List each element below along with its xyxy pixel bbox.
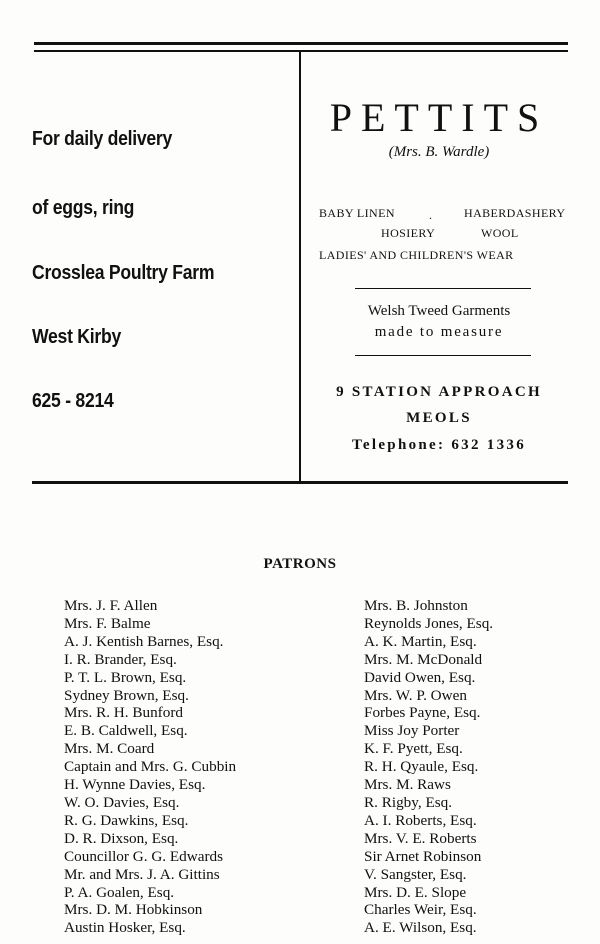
goods-wool: WOOL — [481, 226, 519, 240]
goods-separator-dot: . — [429, 208, 433, 222]
goods-haberdashery: HABERDASHERY — [464, 206, 566, 220]
goods-hosiery: HOSIERY — [381, 226, 436, 240]
patron-name: V. Sangster, Esq. — [364, 865, 467, 883]
patrons-right-column — [364, 597, 493, 937]
patron-name: Charles Weir, Esq. — [364, 901, 477, 919]
patrons-left-column — [64, 597, 236, 937]
patron-name: P. A. Goalen, Esq. — [64, 883, 175, 901]
patron-name: Mrs. F. Balme — [64, 614, 151, 632]
patron-name: I. R. Brander, Esq. — [64, 650, 177, 668]
top-rule-thin — [34, 50, 568, 52]
patron-name: Miss Joy Porter — [364, 722, 460, 740]
patron-name: E. B. Caldwell, Esq. — [64, 722, 188, 740]
advert-line-farm-name: Crosslea Poultry Farm — [32, 262, 215, 284]
goods-baby-linen: BABY LINEN — [319, 206, 395, 220]
patron-name: R. Rigby, Esq. — [364, 793, 453, 811]
patron-name: David Owen, Esq. — [364, 668, 476, 686]
advert-divider — [299, 51, 301, 481]
advert-line-location: West Kirby — [32, 326, 121, 348]
patron-name: Forbes Payne, Esq. — [364, 704, 481, 722]
patron-name: K. F. Pyett, Esq. — [364, 740, 463, 758]
patron-name: A. J. Kentish Barnes, Esq. — [64, 632, 224, 650]
patron-name: Reynolds Jones, Esq. — [364, 614, 494, 632]
patron-name: D. R. Dixson, Esq. — [64, 829, 179, 847]
address-line-2: MEOLS — [406, 410, 472, 426]
patron-name: Sir Arnet Robinson — [364, 847, 482, 865]
patron-name: P. T. L. Brown, Esq. — [64, 668, 187, 686]
advert-line-delivery: For daily delivery — [32, 128, 173, 150]
advert-bottom-rule — [32, 481, 568, 484]
goods-ladies-childrens: LADIES' AND CHILDREN'S WEAR — [319, 248, 514, 262]
patron-name: Mrs. W. P. Owen — [364, 686, 467, 704]
top-rule-thick — [34, 42, 568, 45]
tweed-line-1: Welsh Tweed Garments — [367, 303, 511, 319]
patron-name: Mrs. D. E. Slope — [364, 883, 467, 901]
patron-name: A. K. Martin, Esq. — [364, 632, 477, 650]
tweed-top-rule — [355, 288, 531, 289]
brand-name: PETTITS — [329, 95, 549, 140]
patron-name: R. H. Qyaule, Esq. — [364, 758, 479, 776]
tweed-line-2: made to measure — [374, 324, 504, 340]
patron-name: Mrs. M. Raws — [364, 776, 451, 794]
telephone-line: Telephone: 632 1336 — [352, 437, 526, 453]
patron-name: Mrs. V. E. Roberts — [364, 829, 477, 847]
patron-name: A. E. Wilson, Esq. — [364, 919, 477, 937]
proprietor-name: (Mrs. B. Wardle) — [388, 144, 490, 160]
advert-line-eggs: of eggs, ring — [32, 197, 135, 219]
patrons-heading: PATRONS — [263, 556, 337, 572]
patron-name: H. Wynne Davies, Esq. — [64, 776, 206, 794]
patron-name: Mrs. B. Johnston — [364, 597, 468, 614]
patron-name: Austin Hosker, Esq. — [64, 919, 186, 937]
advert-line-phone: 625 - 8214 — [32, 390, 114, 412]
patron-name: A. I. Roberts, Esq. — [364, 811, 477, 829]
patron-name: Mrs. D. M. Hobkinson — [64, 901, 203, 919]
patron-name: Councillor G. G. Edwards — [64, 847, 224, 865]
goods-list — [319, 206, 569, 266]
patron-name: Mrs. R. H. Bunford — [64, 704, 183, 722]
patron-name: Mrs. J. F. Allen — [64, 597, 158, 614]
patron-name: Mrs. M. McDonald — [364, 650, 483, 668]
patron-name: Mr. and Mrs. J. A. Gittins — [64, 865, 220, 883]
patron-name: W. O. Davies, Esq. — [64, 793, 180, 811]
tweed-bottom-rule — [355, 355, 531, 356]
patron-name: Sydney Brown, Esq. — [64, 686, 189, 704]
address-line-1: 9 STATION APPROACH — [336, 384, 542, 400]
patron-name: Mrs. M. Coard — [64, 740, 155, 758]
patron-name: R. G. Dawkins, Esq. — [64, 811, 189, 829]
patron-name: Captain and Mrs. G. Cubbin — [64, 758, 237, 776]
